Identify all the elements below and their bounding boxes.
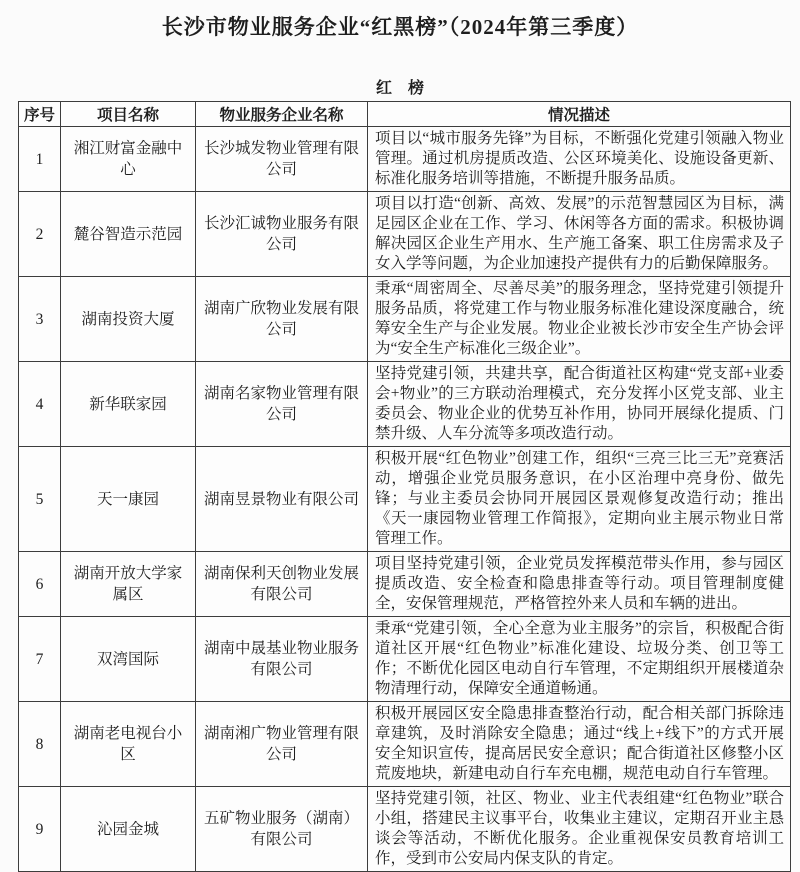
table-row (19, 447, 791, 552)
row-number-cell: 3 (19, 277, 61, 362)
project-name-cell: 麓谷智造示范园 (61, 192, 196, 277)
table-row (19, 127, 791, 192)
description-cell: 秉承“党建引领，全心全意为业主服务”的宗旨，积极配合街道社区开展“红色物业”标准化建设、垃圾分类、创卫等工作；不断优化园区电动自行车管理，不定期组织开展楼道杂物清理行动，保障安全通道畅通。 (368, 617, 791, 702)
row-number-cell: 6 (19, 552, 61, 617)
table-row (19, 787, 791, 872)
table-row (19, 277, 791, 362)
description-cell: 积极开展园区安全隐患排查整治行动，配合相关部门拆除违章建筑，及时消除安全隐患；通过“线上+线下”的方式开展安全知识宣传，提高居民安全意识；配合街道社区修整小区荒废地块，新建电动自行车充电棚，规范电动自行车管理。 (368, 702, 791, 787)
company-name-cell: 湖南湘广物业管理有限公司 (196, 702, 368, 787)
project-name-cell: 湖南老电视台小区 (61, 702, 196, 787)
description-cell: 项目以打造“创新、高效、发展”的示范智慧园区为目标，满足园区企业在工作、学习、休闲等各方面的需求。积极协调解决园区企业生产用水、生产施工备案、职工住房需求及子女入学等问题，为企业加速投产提供有力的后勤保障服务。 (368, 192, 791, 277)
project-name-cell: 湖南开放大学家属区 (61, 552, 196, 617)
header-项目名称: 项目名称 (61, 102, 196, 127)
row-number-cell: 8 (19, 702, 61, 787)
description-cell: 项目坚持党建引领，企业党员发挥模范带头作用，参与园区提质改造、安全检查和隐患排查等行动。项目管理制度健全，安保管理规范，严格管控外来人员和车辆的进出。 (368, 552, 791, 617)
table-row (19, 617, 791, 702)
description-cell: 秉承“周密周全、尽善尽美”的服务理念，坚持党建引领提升服务品质，将党建工作与物业服务标准化建设深度融合，统筹安全生产与企业发展。物业企业被长沙市安全生产协会评为“安全生产标准化三级企业”。 (368, 277, 791, 362)
table-row (19, 362, 791, 447)
description-cell: 积极开展“红色物业”创建工作，组织“三亮三比三无”竞赛活动，增强企业党员服务意识，在小区治理中亮身份、做先锋；与业主委员会协同开展园区景观修复改造行动；推出《天一康园物业管理工作简报》，定期向业主展示物业日常管理工作。 (368, 447, 791, 552)
row-number-cell: 9 (19, 787, 61, 872)
header-情况描述: 情况描述 (368, 102, 791, 127)
description-cell: 坚持党建引领，共建共享，配合街道社区构建“党支部+业委会+物业”的三方联动治理模式，充分发挥小区党支部、业主委员会、物业企业的优势互补作用，协同开展绿化提质、门禁升级、人车分流等多项改造行动。 (368, 362, 791, 447)
project-name-cell: 双湾国际 (61, 617, 196, 702)
project-name-cell: 天一康园 (61, 447, 196, 552)
project-name-cell: 新华联家园 (61, 362, 196, 447)
header-序号: 序号 (19, 102, 61, 127)
project-name-cell: 沁园金城 (61, 787, 196, 872)
table-row (19, 552, 791, 617)
company-name-cell: 湖南中晟基业物业服务有限公司 (196, 617, 368, 702)
table-header-row (19, 102, 791, 127)
company-name-cell: 五矿物业服务（湖南）有限公司 (196, 787, 368, 872)
project-name-cell: 湘江财富金融中心 (61, 127, 196, 192)
company-name-cell: 湖南昱景物业有限公司 (196, 447, 368, 552)
company-name-cell: 湖南名家物业管理有限公司 (196, 362, 368, 447)
table-header (19, 102, 791, 127)
company-name-cell: 长沙城发物业管理有限公司 (196, 127, 368, 192)
row-number-cell: 1 (19, 127, 61, 192)
company-name-cell: 长沙汇诚物业服务有限公司 (196, 192, 368, 277)
description-cell: 项目以“城市服务先锋”为目标，不断强化党建引领融入物业管理。通过机房提质改造、公区环境美化、设施设备更新、标准化服务培训等措施，不断提升服务品质。 (368, 127, 791, 192)
company-name-cell: 湖南保利天创物业发展有限公司 (196, 552, 368, 617)
description-cell: 坚持党建引领，社区、物业、业主代表组建“红色物业”联合小组，搭建民主议事平台，收集业主建议，定期召开业主恳谈会等活动，不断优化服务。企业重视保安员教育培训工作，受到市公安局内保支队的肯定。 (368, 787, 791, 872)
table-row (19, 192, 791, 277)
table-row (19, 702, 791, 787)
row-number-cell: 5 (19, 447, 61, 552)
section-label-red-list: 红 榜 (375, 80, 424, 97)
row-number-cell: 4 (19, 362, 61, 447)
header-物业服务企业名称: 物业服务企业名称 (196, 102, 368, 127)
row-number-cell: 7 (19, 617, 61, 702)
red-list-table (18, 101, 791, 872)
table-body (19, 127, 791, 872)
row-number-cell: 2 (19, 192, 61, 277)
company-name-cell: 湖南广欣物业发展有限公司 (196, 277, 368, 362)
project-name-cell: 湖南投资大厦 (61, 277, 196, 362)
page-title: 长沙市物业服务企业“红黑榜”（2024年第三季度） (161, 15, 639, 39)
